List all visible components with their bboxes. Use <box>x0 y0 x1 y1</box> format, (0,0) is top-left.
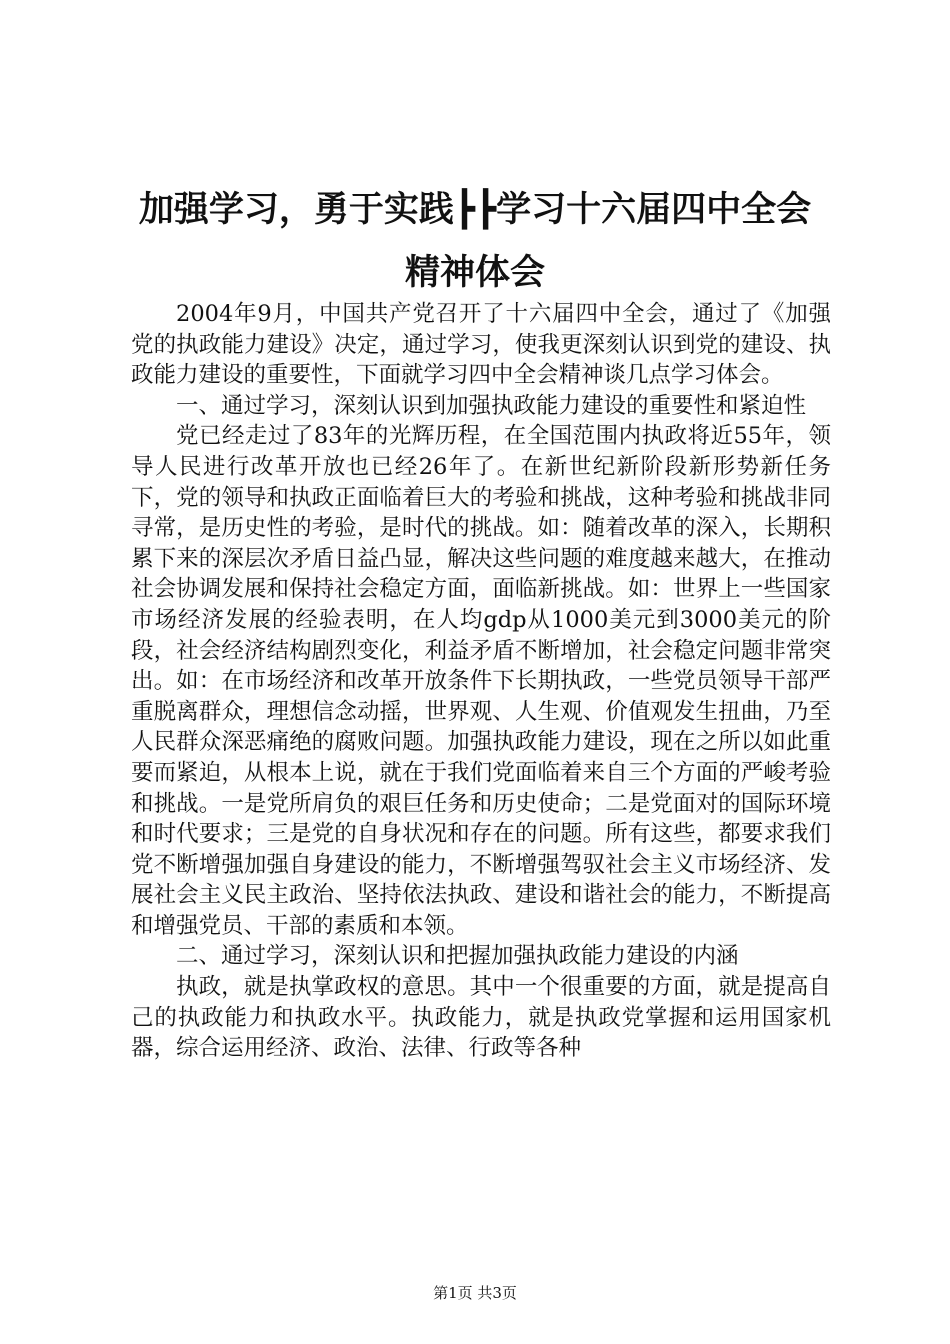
paragraph-section-2: 执政，就是执掌政权的意思。其中一个很重要的方面，就是提高自己的执政能力和执政水平。执政能力，就是执政党掌握和运用国家机器，综合运用经济、政治、法律、行政等各种 <box>131 974 831 1062</box>
document-body <box>131 299 831 1064</box>
document-title-line-1: 加强学习，勇于实践┣┣学习十六届四中全会 <box>138 189 812 230</box>
section-heading-1: 一、通过学习，深刻认识到加强执政能力建设的重要性和紧迫性 <box>176 392 807 419</box>
section-heading-2: 二、通过学习，深刻认识和把握加强执政能力建设的内涵 <box>176 943 739 970</box>
paragraph-intro: 2004年9月，中国共产党召开了十六届四中全会，通过了《加强党的执政能力建设》决定，通过学习，使我更深刻认识到党的建设、执政能力建设的重要性，下面就学习四中全会精神谈几点学习体会。 <box>131 301 831 389</box>
paragraph-section-1: 党已经走过了83年的光辉历程，在全国范围内执政将近55年，领导人民进行改革开放也已经26年了。在新世纪新阶段新形势新任务下，党的领导和执政正面临着巨大的考验和挑战，这种考验和挑战非同寻常，是历史性的考验，是时代的挑战。如：随着改革的深入，长期积累下来的深层次矛盾日益凸显，解决这些问题的难度越来越大，在推动社会协调发展和保持社会稳定方面，面临新挑战。如：世界上一些国家市场经济发展的经验表明，在人均gdp从1000美元到3000美元的阶段，社会经济结构剧烈变化，利益矛盾不断增加，社会稳定问题非常突出。如：在市场经济和改革开放条件下长期执政，一些党员领导干部严重脱离群众，理想信念动摇，世界观、人生观、价值观发生扭曲，乃至人民群众深恶痛绝的腐败问题。加强执政能力建设，现在之所以如此重要而紧迫，从根本上说，就在于我们党面临着来自三个方面的严峻考验和挑战。一是党所肩负的艰巨任务和历史使命；二是党面对的国际环境和时代要求；三是党的自身状况和存在的问题。所有这些，都要求我们党不断增强加强自身建设的能力，不断增强驾驭社会主义市场经济、发展社会主义民主政治、坚持依法执政、建设和谐社会的能力，不断提高和增强党员、干部的素质和本领。 <box>131 423 831 939</box>
page-footer: 第1页 共3页 <box>433 1284 517 1302</box>
document-title-line-2: 精神体会 <box>404 252 545 293</box>
